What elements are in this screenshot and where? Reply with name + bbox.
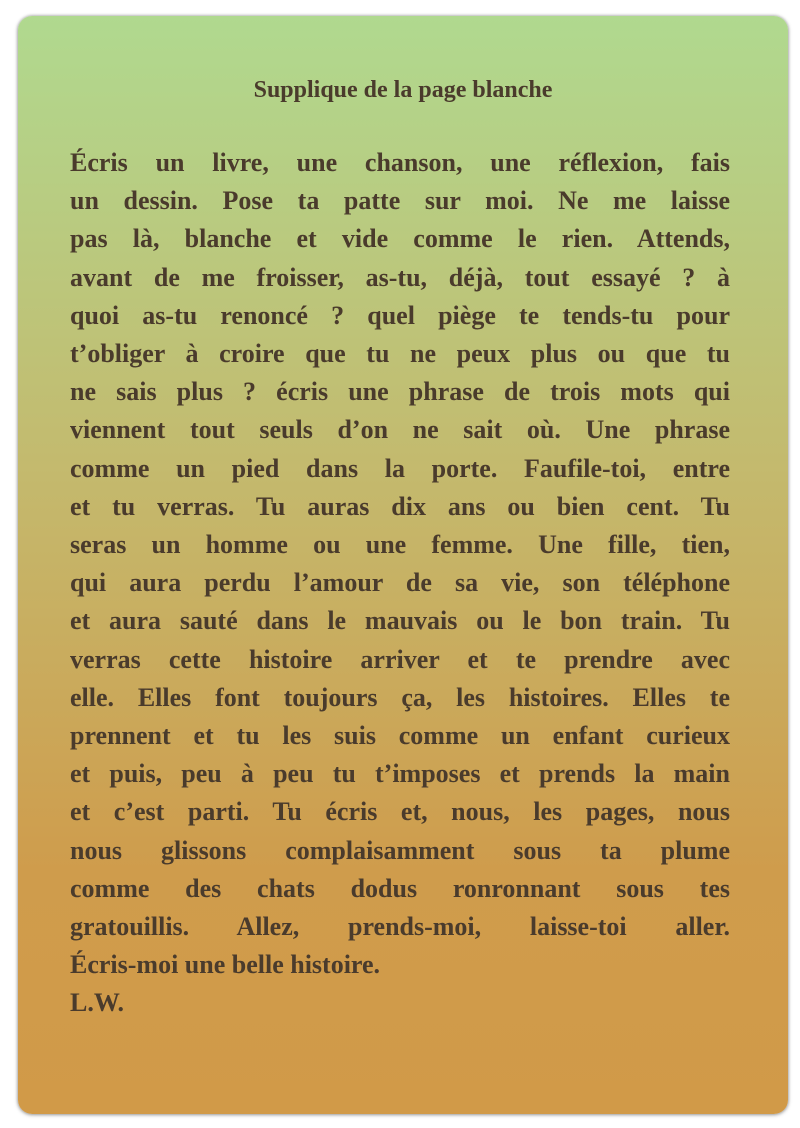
poem-line: pas là, blanche et vide comme le rien. Attends, (70, 224, 730, 254)
poem-line: seras un homme ou une femme. Une fille, tien, (70, 530, 730, 560)
poem-signature: L.W. (70, 988, 124, 1018)
poem-line: prennent et tu les suis comme un enfant curieux (70, 721, 730, 751)
poem-line: verras cette histoire arriver et te prendre avec (70, 644, 730, 674)
poem-line: gratouillis. Allez, prends-moi, laisse-toi aller. (70, 912, 730, 942)
poem-title: Supplique de la page blanche (253, 77, 553, 103)
poem-line: et tu verras. Tu auras dix ans ou bien cent. Tu (70, 491, 730, 521)
poem-line: t’obliger à croire que tu ne peux plus ou que tu (70, 339, 730, 369)
poem-line: qui aura perdu l’amour de sa vie, son téléphone (70, 568, 730, 598)
poem-line: ne sais plus ? écris une phrase de trois mots qui (70, 377, 730, 407)
poem-card (18, 16, 788, 1114)
poem-line: quoi as-tu renoncé ? quel piège te tends-tu pour (70, 300, 730, 330)
poem-line: nous glissons complaisamment sous ta plume (70, 835, 730, 865)
poem-line: elle. Elles font toujours ça, les histoires. Elles te (70, 682, 730, 712)
poem-line: et c’est parti. Tu écris et, nous, les pages, nous (70, 797, 730, 827)
poem-body (70, 144, 730, 1023)
poem-line: Écris-moi une belle histoire. (70, 950, 381, 980)
poem-line: comme des chats dodus ronronnant sous tes (70, 873, 730, 903)
poem-line: Écris un livre, une chanson, une réflexion, fais (70, 148, 730, 177)
poem-line: comme un pied dans la porte. Faufile-toi, entre (70, 453, 730, 483)
poem-line: et puis, peu à peu tu t’imposes et prends la main (70, 759, 730, 789)
poem-line: viennent tout seuls d’on ne sait où. Une phrase (70, 415, 730, 445)
poem-line: un dessin. Pose ta patte sur moi. Ne me laisse (70, 186, 730, 216)
poem-line: avant de me froisser, as-tu, déjà, tout essayé ? à (70, 262, 730, 292)
poem-line: et aura sauté dans le mauvais ou le bon train. Tu (70, 606, 730, 636)
